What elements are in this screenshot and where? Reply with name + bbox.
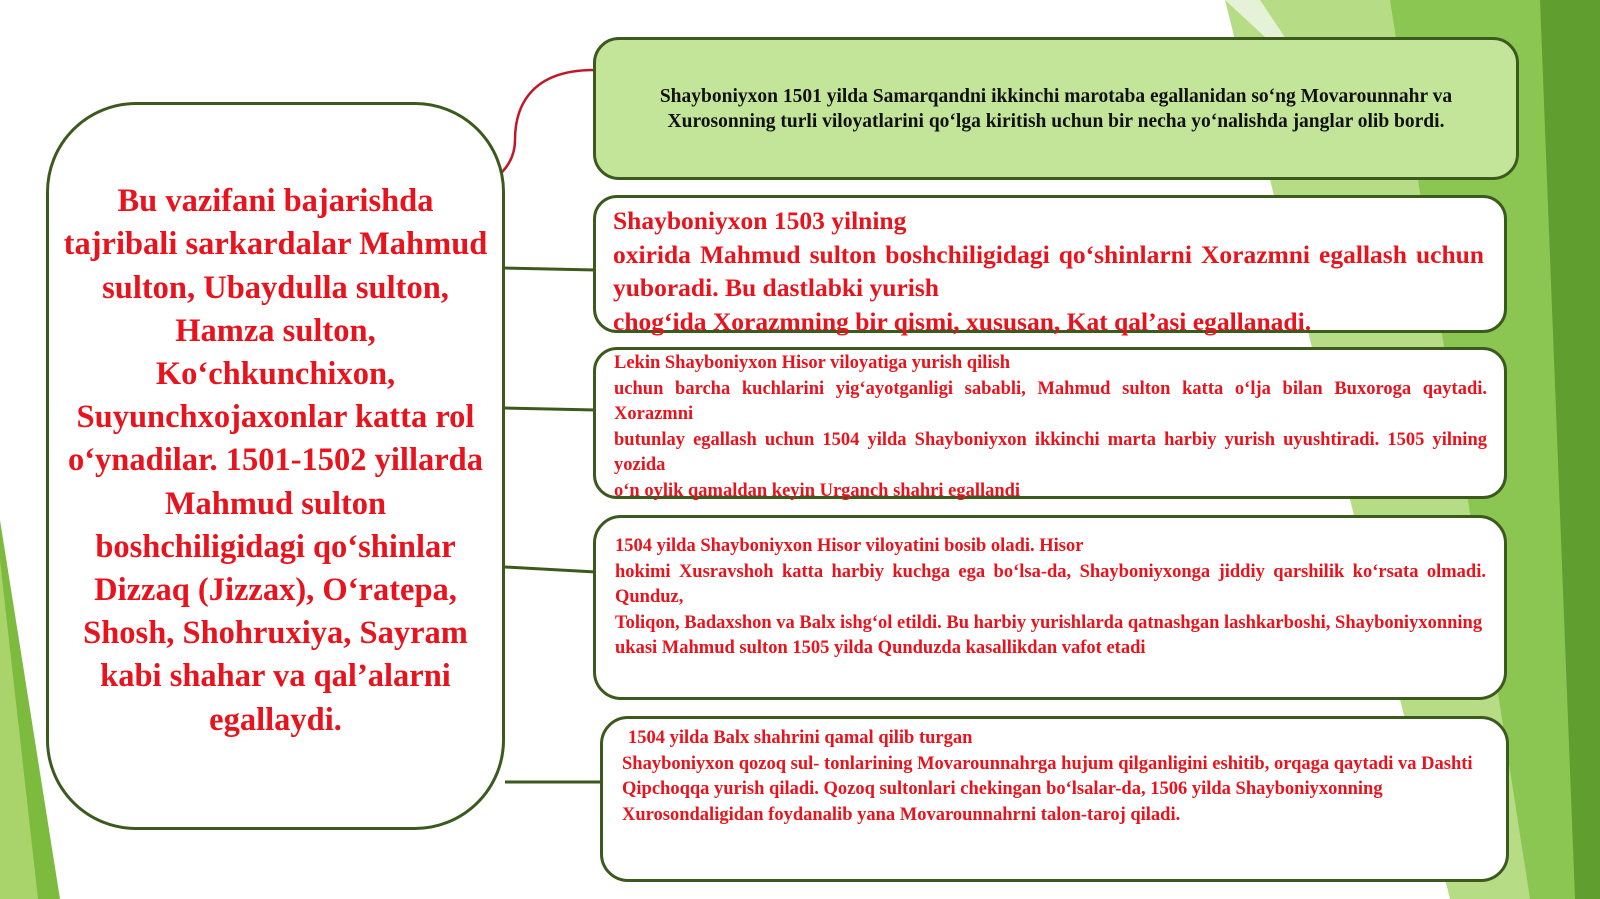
left-summary-box xyxy=(46,102,505,830)
connector-line-3 xyxy=(505,567,596,572)
top-intro-box xyxy=(593,37,1519,180)
event-box-4-line-3: Qipchoqqa yurish qiladi. Qozoq sultonlari chekingan bo‘lsalar-da, 1506 yilda Shayboniyxonning xyxy=(622,779,1383,799)
event-box-2 xyxy=(593,347,1507,499)
connector-line-2 xyxy=(505,408,596,410)
event-box-2-line-3: butunlay egallash uchun 1504 yilda Shayboniyxon ikkinchi marta harbiy yurish uyushtiradi. 1505 yilning yozida xyxy=(614,429,1487,475)
top-intro-text xyxy=(630,84,1482,134)
event-box-1-line-3: chog‘ida Xorazmning bir qismi, xususan, Kat qal’asi egallanadi. xyxy=(613,306,1312,336)
event-box-4 xyxy=(600,716,1509,882)
top-intro-line-1: Shayboniyxon 1501 yilda Samarqandni ikkinchi marotaba egallanidan so‘ng Movarounnahr va xyxy=(659,85,1453,107)
event-box-1-text xyxy=(613,204,1484,338)
event-box-2-line-2: uchun barcha kuchlarini yig‘ayotganligi sababli, Mahmud sulton katta o‘lja bilan Buxoroga qaytadi. Xorazmni xyxy=(614,378,1487,424)
event-box-3-line-3: Toliqon, Badaxshon va Balx ishg‘ol etildi. Bu harbiy yurishlarda qatnashgan lashkarboshi, Shayboniyxonning xyxy=(615,612,1483,633)
connector-line-1 xyxy=(505,268,596,270)
event-box-3 xyxy=(593,515,1507,700)
left-summary-text: Bu vazifani bajarishda tajribali sarkardalar Mahmud sulton, Ubaydulla sulton, Hamza sulton, Ko‘chkunchixon, Suyunchxojaxonlar katta rol o‘ynadilar. 1501-1502 yillarda Mahmud sulton boshchiligidagi qo‘shinlar Dizzaq (Jizzax), O‘ratepa, Shosh, Shohruxiya, Sayram kabi shahar va qal’alarni egallaydi. xyxy=(63,183,488,738)
event-box-1-line-1: Shayboniyxon 1503 yilning xyxy=(613,206,907,235)
event-box-3-line-4: ukasi Mahmud sulton 1505 yilda Qunduzda kasallikdan vafot etadi xyxy=(615,638,1146,658)
event-box-4-line-2: Shayboniyxon qozoq sul- tonlarining Movarounnahrga hujum qilganligini eshitib, orqaga qaytadi va Dashti xyxy=(622,753,1473,774)
event-box-3-line-2: hokimi Xusravshoh katta harbiy kuchga ega bo‘lsa-da, Shayboniyxonga jiddiy qarshilik ko‘rsata olmadi. Qunduz, xyxy=(615,561,1486,607)
event-box-1 xyxy=(593,195,1507,336)
event-box-1-line-2: oxirida Mahmud sulton boshchiligidagi qo‘shinlarni Xorazmni egallash uchun yuboradi. Bu dastlabki yurish xyxy=(613,239,1484,302)
event-box-3-text xyxy=(615,534,1486,662)
top-intro-line-2: Xurosonning turli viloyatlarini qo‘lga kiritish uchun bir necha yo‘nalishda janglar olib bordi. xyxy=(667,110,1445,132)
event-box-4-text xyxy=(622,726,1488,828)
event-box-4-line-4: Xurosondaligidan foydanalib yana Movarounnahrni talon-taroj qiladi. xyxy=(622,804,1181,825)
event-box-3-line-1: 1504 yilda Shayboniyxon Hisor viloyatini bosib oladi. Hisor xyxy=(615,536,1084,556)
event-box-2-text xyxy=(614,351,1487,504)
event-box-4-line-1: 1504 yilda Balx shahrini qamal qilib turgan xyxy=(628,728,973,748)
event-box-2-line-1: Lekin Shayboniyxon Hisor viloyatiga yurish qilish xyxy=(614,353,1010,373)
event-box-2-line-4: o‘n oylik qamaldan keyin Urganch shahri egallandi xyxy=(614,480,1021,501)
